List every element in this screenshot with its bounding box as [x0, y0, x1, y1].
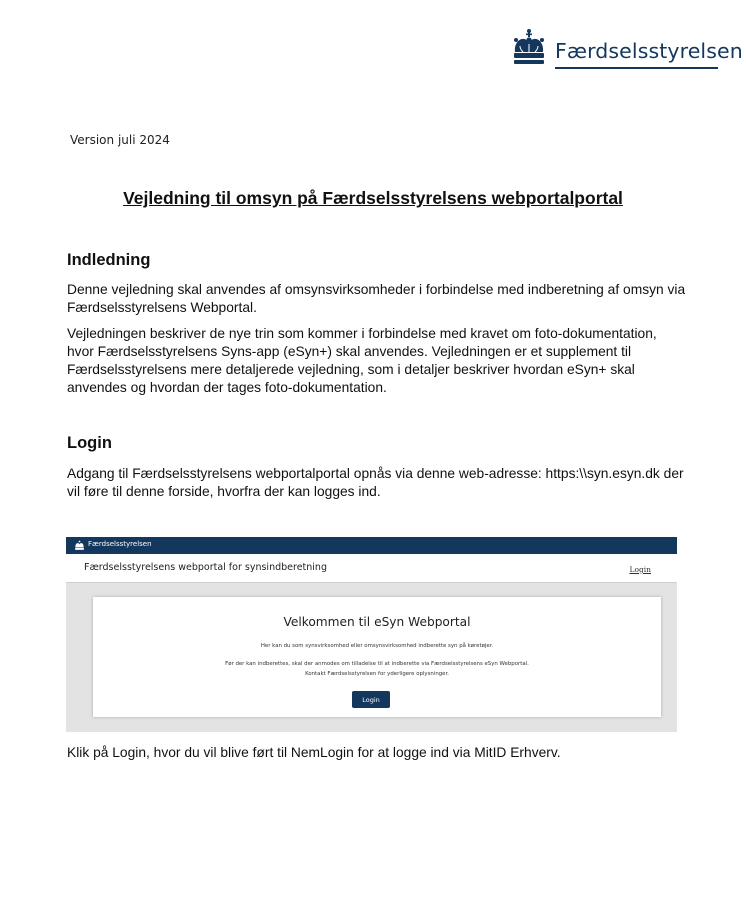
- crown-icon: [74, 540, 85, 551]
- section-heading-login: Login: [67, 434, 112, 452]
- logo-name: Færdselsstyrelsen: [555, 39, 743, 63]
- faerdselsstyrelsen-logo: [511, 28, 743, 74]
- logo-underline: [555, 67, 718, 69]
- welcome-line-1: Her kan du som synsvirksomhed eller omsynsvirksomhed indberette syn på køretøjer.: [260, 643, 494, 649]
- welcome-card: [93, 597, 661, 717]
- welcome-line-3: Kontakt Færdselsstyrelsen for yderligere oplysninger.: [305, 671, 449, 677]
- intro-paragraph-2: Vejledningen beskriver de nye trin som kommer i forbindelse med kravet om foto-dokumentation, hvor Færdselsstyrelsens Syns-app (eSyn+) skal anvendes. Vejledningen er et supplement til Færdselsstyrelsens mere detaljerede vejledning, som i detaljer beskriver hvordan eSyn+ skal anvendes og hvordan der tages foto-dokumentation.: [67, 326, 657, 395]
- login-paragraph-1: Adgang til Færdselsstyrelsens webportalportal opnås via denne web-adresse: https:\\syn.esyn.dk der vil føre til denne forside, hvorfra der kan logges ind.: [67, 466, 684, 499]
- portal-login-link[interactable]: Login: [629, 565, 651, 574]
- portal-header: [66, 554, 677, 583]
- welcome-title: Velkommen til eSyn Webportal: [283, 615, 471, 629]
- portal-title: Færdselsstyrelsens webportal for synsindberetning: [84, 562, 327, 573]
- welcome-line-2: Før der kan indberettes, skal der anmodes om tilladelse til at indberette via Færdselsstyrelsens eSyn Webportal.: [225, 661, 529, 667]
- portal-topbar-name: Færdselsstyrelsen: [88, 540, 152, 548]
- crown-icon: [511, 28, 547, 66]
- intro-paragraph-1: Denne vejledning skal anvendes af omsynsvirksomheder i forbindelse med indberetning af omsyn via Færdselsstyrelsens Webportal.: [67, 282, 686, 315]
- document-title: Vejledning til omsyn på Færdselsstyrelsens webportalportal: [123, 188, 623, 208]
- portal-login-button[interactable]: Login: [352, 691, 390, 708]
- version-label: Version juli 2024: [70, 133, 170, 147]
- login-paragraph-2: Klik på Login, hvor du vil blive ført til NemLogin for at logge ind via MitID Erhverv.: [67, 745, 561, 760]
- portal-topbar: [66, 537, 677, 554]
- portal-screenshot: [66, 537, 677, 732]
- section-heading-intro: Indledning: [67, 251, 151, 269]
